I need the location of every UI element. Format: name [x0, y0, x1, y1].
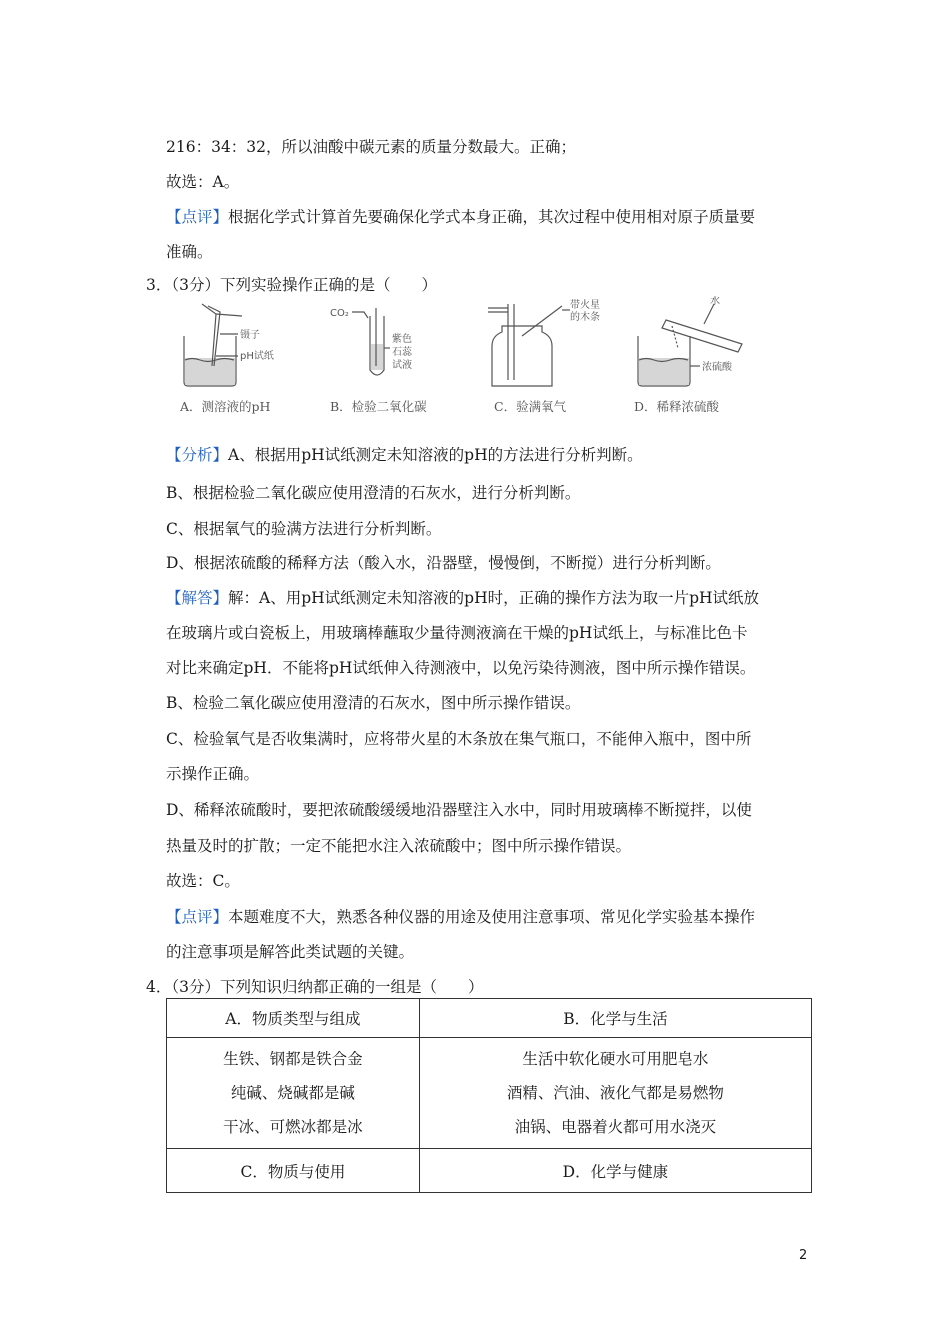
line-text: 4．（3分）下列知识归纳都正确的一组是（ ） [146, 978, 484, 996]
question-line [146, 976, 483, 998]
figure-b-label-reagent-2: 石蕊 [392, 347, 412, 358]
table-header-c: C．物质与使用 [167, 1149, 420, 1193]
text-line [166, 241, 213, 263]
text-line [166, 136, 576, 158]
text-line [166, 482, 580, 504]
figure-c-gas-bottle [488, 298, 600, 386]
table-header-d: D．化学与健康 [419, 1149, 811, 1193]
figure-d-caption: D．稀释浓硫酸 [634, 399, 720, 414]
figure-d-beaker [638, 296, 742, 386]
table-cell-line: 油锅、电器着火都可用水浇灭 [514, 1118, 717, 1136]
figure-b-test-tube [330, 308, 413, 375]
text-line [166, 622, 747, 644]
text-line [166, 835, 631, 857]
section-tag: 【点评】 [166, 908, 229, 926]
line-text: A、根据用pH试纸测定未知溶液的pH的方法进行分析判断。 [228, 446, 643, 464]
text-line [166, 552, 721, 574]
table-cell-a [167, 1038, 420, 1149]
figure-b-label-co2: CO₂ [330, 308, 349, 319]
text-line [166, 692, 580, 714]
section-tag: 【分析】 [166, 446, 229, 464]
experiment-figures [172, 296, 772, 418]
section-tag: 【点评】 [166, 208, 229, 226]
knowledge-table [166, 998, 812, 1193]
figure-c-caption: C．验满氧气 [494, 399, 567, 414]
line-text: 在玻璃片或白瓷板上，用玻璃棒蘸取少量待测液滴在干燥的pH试纸上，与标准比色卡 [166, 624, 748, 642]
table-row [167, 999, 812, 1038]
table-row [167, 1038, 812, 1149]
line-text: 故选：A。 [166, 173, 240, 191]
line-text: 本题难度不大，熟悉各种仪器的用途及使用注意事项、常见化学实验基本操作 [228, 908, 756, 926]
text-line [166, 763, 259, 785]
figure-b-caption: B．检验二氧化碳 [330, 399, 427, 414]
line-text: D、稀释浓硫酸时，要把浓硫酸缓缓地沿器壁注入水中，同时用玻璃棒不断搅拌，以使 [166, 801, 752, 819]
figure-b-label-reagent-3: 试液 [392, 360, 412, 371]
line-text: C、根据氧气的验满方法进行分析判断。 [166, 520, 442, 538]
figure-b-label-reagent-1: 紫色 [392, 334, 412, 345]
question-line [146, 274, 437, 296]
line-text: B、检验二氧化碳应使用澄清的石灰水，图中所示操作错误。 [166, 694, 581, 712]
line-text: 示操作正确。 [166, 765, 260, 783]
line-text: 解：A、用pH试纸测定未知溶液的pH时，正确的操作方法为取一片pH试纸放 [228, 589, 760, 607]
figure-d-label-acid: 浓硫酸 [702, 362, 732, 373]
line-text: 根据化学式计算首先要确保化学式本身正确，其次过程中使用相对原子质量要 [228, 208, 756, 226]
text-line [166, 444, 643, 466]
text-line [166, 587, 759, 609]
table-header-a: A．物质类型与组成 [167, 999, 420, 1038]
figure-a-beaker [184, 304, 274, 386]
section-tag: 【解答】 [166, 589, 229, 607]
text-line [166, 728, 751, 750]
figure-c-label-splint-1: 带火星 [570, 300, 600, 311]
line-text: 的注意事项是解答此类试题的关键。 [166, 943, 415, 961]
table-header-b: B．化学与生活 [419, 999, 811, 1038]
table-cell-line: 干冰、可燃冰都是冰 [223, 1118, 363, 1136]
figure-a-label-tweezers: 镊子 [240, 330, 260, 341]
text-line [166, 657, 755, 679]
text-line [166, 799, 752, 821]
line-text: B、根据检验二氧化碳应使用澄清的石灰水，进行分析判断。 [166, 484, 581, 502]
line-text: D、根据浓硫酸的稀释方法（酸入水，沿器壁，慢慢倒，不断搅）进行分析判断。 [166, 554, 721, 572]
table-row [167, 1149, 812, 1193]
table-cell-b [419, 1038, 811, 1149]
text-line [166, 941, 414, 963]
table-cell-line: 纯碱、烧碱都是碱 [230, 1084, 355, 1102]
table-cell-line: 酒精、汽油、液化气都是易燃物 [506, 1084, 724, 1102]
figure-d-label-water: 水 [710, 296, 720, 307]
text-line [166, 906, 755, 928]
table-cell-line: 生活中软化硬水可用肥皂水 [522, 1050, 709, 1068]
experiment-figures-drawing [172, 296, 772, 396]
line-text: 216：34：32，所以油酸中碳元素的质量分数最大。正确； [166, 138, 577, 156]
text-line [166, 518, 441, 540]
table-cell-line: 生铁、钢都是铁合金 [223, 1050, 363, 1068]
page-number: 2 [799, 1248, 808, 1263]
figure-c-label-splint-2: 的木条 [570, 312, 600, 323]
line-text: 对比来确定pH．不能将pH试纸伸入待测液中，以免污染待测液，图中所示操作错误。 [166, 659, 756, 677]
text-line [166, 206, 755, 228]
text-line [166, 171, 239, 193]
figure-a-label-paper: pH试纸 [240, 351, 274, 362]
text-line [166, 870, 240, 892]
line-text: C、检验氧气是否收集满时，应将带火星的木条放在集气瓶口，不能伸入瓶中，图中所 [166, 730, 752, 748]
line-text: 故选：C。 [166, 872, 240, 890]
line-text: 热量及时的扩散；一定不能把水注入浓硫酸中；图中所示操作错误。 [166, 837, 632, 855]
figure-a-caption: A．测溶液的pH [180, 399, 271, 414]
line-text: 准确。 [166, 243, 213, 261]
line-text: 3．（3分）下列实验操作正确的是（ ） [146, 276, 437, 294]
